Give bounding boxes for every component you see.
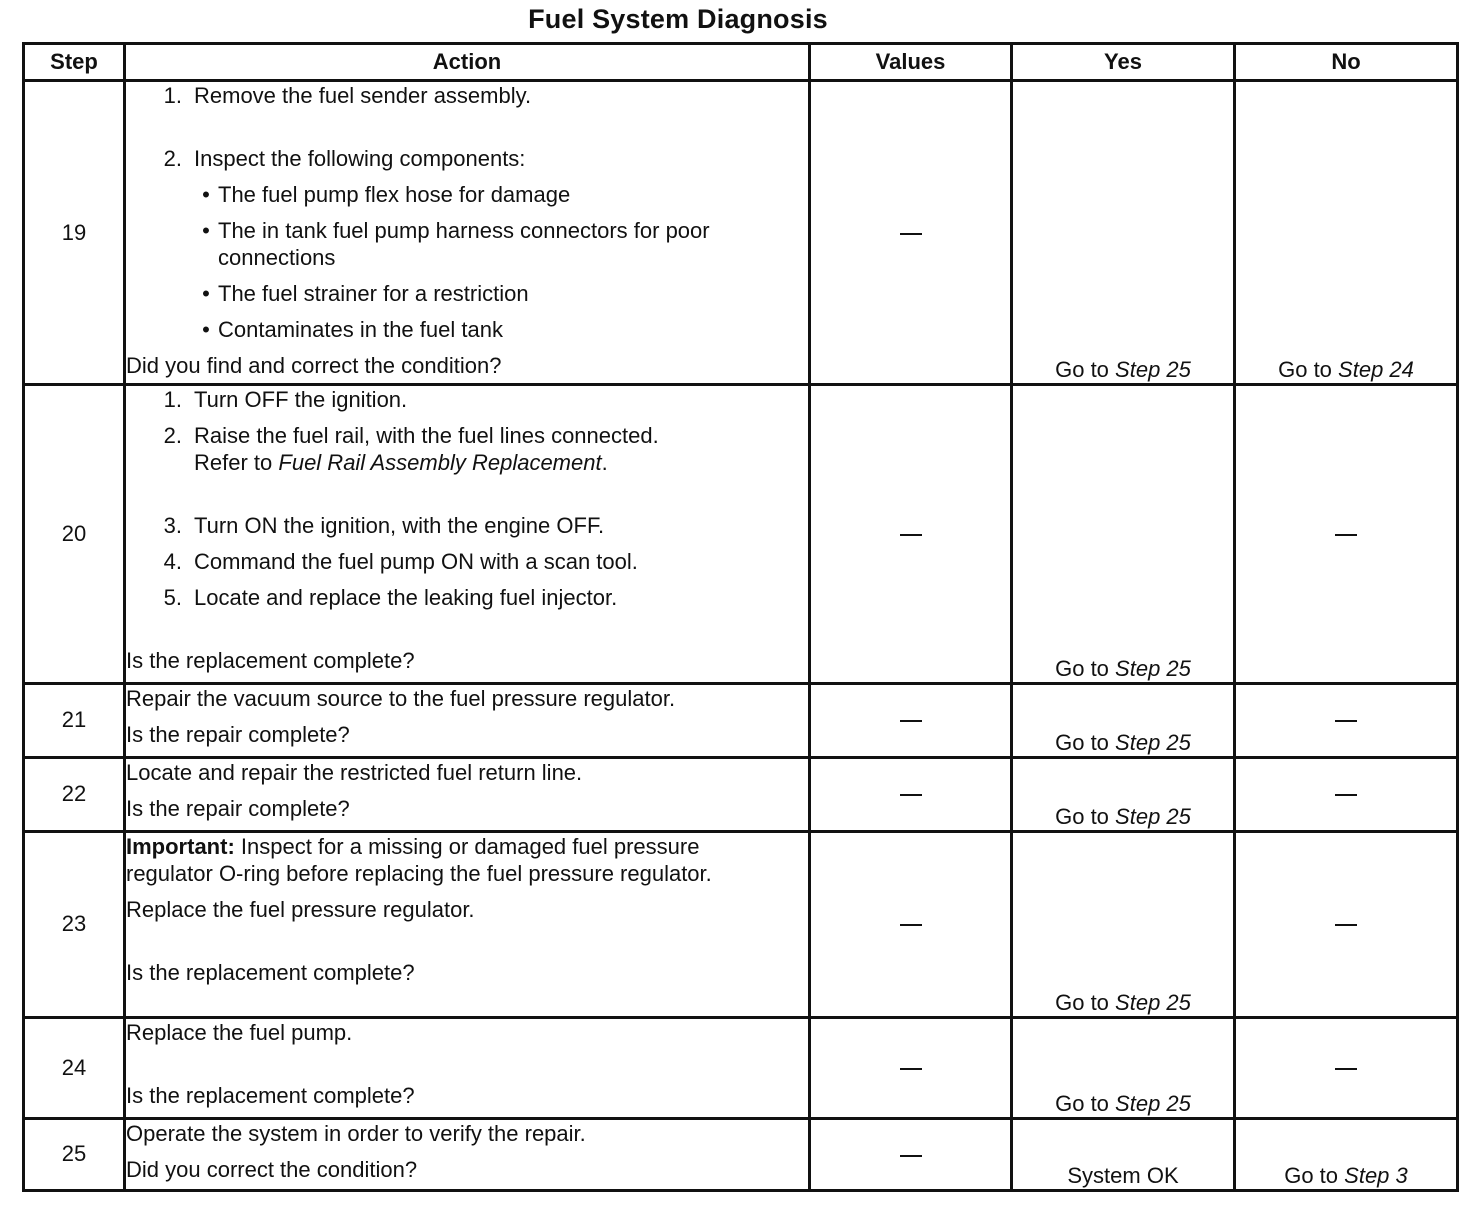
bullet-item: • The fuel strainer for a restriction — [202, 281, 529, 306]
dash — [900, 1068, 922, 1070]
step-link[interactable]: Step 25 — [1115, 655, 1191, 681]
table-row — [24, 1017, 1458, 1118]
dash — [1335, 1068, 1357, 1070]
dash — [900, 924, 922, 926]
dash — [900, 720, 922, 722]
yes-cell: Go to Step 25 — [1012, 831, 1235, 1017]
procedure-link[interactable]: Fuel Rail Assembly Replacement — [278, 450, 602, 476]
value-cell — [810, 831, 1012, 1017]
header-action: Action — [125, 44, 810, 81]
value-cell — [810, 81, 1012, 385]
dash — [900, 233, 922, 235]
step-number: 24 — [24, 1017, 125, 1118]
step-link[interactable]: Step 25 — [1115, 1090, 1191, 1116]
no-cell: Go to Step 24 — [1235, 81, 1458, 385]
action-cell: Locate and repair the restricted fuel return line. Is the repair complete? — [125, 757, 810, 831]
header-row — [24, 44, 1458, 81]
header-no: No — [1235, 44, 1458, 81]
no-cell: Go to Step 3 — [1235, 1118, 1458, 1190]
header-step: Step — [24, 44, 125, 81]
diagnosis-table — [22, 42, 1459, 1192]
yes-cell: Go to Step 25 — [1012, 1017, 1235, 1118]
yes-cell: Go to Step 25 — [1012, 385, 1235, 683]
numbered-item: 5. Locate and replace the leaking fuel injector. — [163, 585, 618, 611]
value-cell — [810, 385, 1012, 683]
value-cell — [810, 1017, 1012, 1118]
table-row — [24, 757, 1458, 831]
no-cell — [1235, 385, 1458, 683]
value-cell — [810, 757, 1012, 831]
step-link[interactable]: Step 25 — [1115, 357, 1191, 383]
header-yes: Yes — [1012, 44, 1235, 81]
no-cell — [1235, 683, 1458, 757]
action-cell: Important: Inspect for a missing or damaged fuel pressure regulator O-ring before replacing the fuel pressure regulator. Replace the fuel pressure regulator. Is the replacement complete? — [125, 831, 810, 1017]
table-row — [24, 385, 1458, 683]
step-number: 19 — [24, 81, 125, 385]
dash — [1335, 720, 1357, 722]
action-cell: Replace the fuel pump. Is the replacement complete? — [125, 1017, 810, 1118]
step-link[interactable]: Step 25 — [1115, 729, 1191, 755]
step-number: 22 — [24, 757, 125, 831]
no-cell — [1235, 831, 1458, 1017]
numbered-item: 4. Command the fuel pump ON with a scan tool. — [163, 549, 638, 575]
no-cell — [1235, 757, 1458, 831]
table-row — [24, 1118, 1458, 1190]
question: Is the replacement complete? — [126, 1082, 415, 1108]
important-note: Important: Inspect for a missing or damaged fuel pressure regulator O-ring before replacing the fuel pressure regulator. — [126, 833, 712, 886]
numbered-item: 2. Raise the fuel rail, with the fuel lines connected. Refer to Fuel Rail Assembly Replacement. — [163, 423, 659, 476]
step-link[interactable]: Step 25 — [1115, 989, 1191, 1015]
yes-cell: Go to Step 25 — [1012, 757, 1235, 831]
dash — [1335, 794, 1357, 796]
step-number: 21 — [24, 683, 125, 757]
numbered-item: 3. Turn ON the ignition, with the engine OFF. — [163, 513, 605, 539]
question: Did you correct the condition? — [126, 1156, 418, 1182]
dash — [900, 1155, 922, 1157]
step-number: 25 — [24, 1118, 125, 1190]
question: Did you find and correct the condition? — [126, 353, 502, 378]
numbered-item: 1. Remove the fuel sender assembly. — [163, 83, 532, 108]
header-values: Values — [810, 44, 1012, 81]
step-number: 20 — [24, 385, 125, 683]
value-cell — [810, 1118, 1012, 1190]
bullet-item: • The fuel pump flex hose for damage — [202, 182, 571, 207]
table-row — [24, 683, 1458, 757]
question: Is the replacement complete? — [126, 648, 415, 674]
step-link[interactable]: Step 25 — [1115, 803, 1191, 829]
question: Is the repair complete? — [126, 721, 350, 747]
action-cell — [125, 385, 810, 683]
action-cell — [125, 81, 810, 385]
bullet-item: • Contaminates in the fuel tank — [202, 317, 503, 342]
bullet-item: • The in tank fuel pump harness connectors for poor connections — [202, 218, 710, 270]
dash — [1335, 534, 1357, 536]
step-link[interactable]: Step 3 — [1344, 1163, 1408, 1188]
dash — [900, 534, 922, 536]
dash — [1335, 924, 1357, 926]
no-cell — [1235, 1017, 1458, 1118]
action-cell: Repair the vacuum source to the fuel pressure regulator. Is the repair complete? — [125, 683, 810, 757]
table-row — [24, 81, 1458, 385]
dash — [900, 794, 922, 796]
value-cell — [810, 683, 1012, 757]
step-link[interactable]: Step 24 — [1338, 357, 1414, 383]
yes-cell: Go to Step 25 — [1012, 683, 1235, 757]
page-title: Fuel System Diagnosis — [528, 4, 828, 34]
numbered-item: 1. Turn OFF the ignition. — [163, 387, 408, 413]
action-cell: Operate the system in order to verify the repair. Did you correct the condition? — [125, 1118, 810, 1190]
yes-cell: System OK — [1012, 1118, 1235, 1190]
table-row — [24, 831, 1458, 1017]
question: Is the replacement complete? — [126, 959, 415, 985]
numbered-item: 2. Inspect the following components: — [163, 146, 526, 171]
step-number: 23 — [24, 831, 125, 1017]
question: Is the repair complete? — [126, 795, 350, 821]
yes-cell: Go to Step 25 — [1012, 81, 1235, 385]
